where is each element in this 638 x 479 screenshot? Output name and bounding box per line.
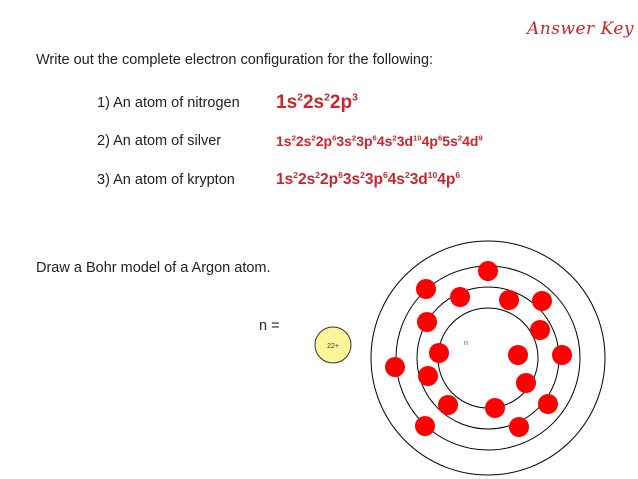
- nucleus-label: 22+: [327, 343, 339, 350]
- orbital-term: 3d: [396, 133, 414, 149]
- orbital-term: 3s: [342, 171, 361, 188]
- electron: [538, 394, 558, 414]
- orbital-superscript: 10: [427, 169, 438, 180]
- instruction-text: Write out the complete electron configuration for the following:: [36, 52, 434, 68]
- electron: [552, 345, 572, 365]
- electron: [485, 398, 505, 418]
- orbital-superscript: 6: [332, 133, 337, 143]
- electron: [530, 320, 550, 340]
- electron: [418, 366, 438, 386]
- electron: [499, 290, 519, 310]
- question-1-label: 1) An atom of nitrogen: [97, 95, 240, 111]
- orbital-term: 3p: [364, 171, 383, 188]
- orbital-superscript: 2: [351, 133, 357, 143]
- orbital-superscript: 3: [352, 92, 358, 104]
- question-2-label: 2) An atom of silver: [97, 133, 222, 149]
- electron: [417, 312, 437, 332]
- orbital-superscript: 6: [338, 169, 343, 180]
- electron: [509, 417, 529, 437]
- orbital-term: 1s: [276, 133, 292, 149]
- orbital-superscript: 2: [457, 133, 463, 143]
- orbital-superscript: 6: [455, 169, 461, 180]
- orbital-superscript: 2: [297, 92, 303, 104]
- orbital-superscript: 6: [382, 169, 388, 180]
- orbital-term: 4s: [376, 133, 393, 149]
- orbital-term: 4d: [462, 133, 479, 149]
- answer-key-label: Answer Key: [527, 19, 634, 39]
- electron: [438, 395, 458, 415]
- orbital-term: 4p: [421, 133, 438, 149]
- orbital-superscript: 6: [372, 133, 377, 143]
- orbital-term: 2p: [320, 171, 339, 188]
- orbital-term: 2p: [315, 133, 333, 149]
- orbital-term: 4s: [387, 171, 405, 188]
- orbital-superscript: 2: [315, 169, 320, 180]
- electron: [416, 279, 436, 299]
- electron: [385, 357, 405, 377]
- electron: [508, 345, 528, 365]
- inner-orbit-label: n: [464, 340, 468, 347]
- orbital-term: 3d: [409, 171, 428, 188]
- orbital-term: 2s: [295, 133, 312, 149]
- orbital-superscript: 2: [324, 92, 330, 104]
- orbital-superscript: 2: [392, 133, 397, 143]
- electron: [429, 343, 449, 363]
- orbital-superscript: 2: [293, 169, 298, 180]
- orbital-superscript: 6: [437, 133, 443, 143]
- electron: [516, 373, 536, 393]
- electron: [478, 261, 498, 281]
- electron: [450, 287, 470, 307]
- orbital-term: 2s: [298, 171, 316, 188]
- orbital-superscript: 10: [413, 133, 422, 143]
- electron: [415, 416, 435, 436]
- electron: [532, 291, 552, 311]
- orbital-term: 3s: [336, 133, 352, 149]
- orbital-superscript: 2: [360, 169, 365, 180]
- orbital-superscript: 9: [478, 133, 483, 143]
- orbital-term: 1s: [276, 171, 294, 188]
- orbital-term: 5s: [442, 133, 458, 149]
- n-equals-label: n =: [259, 318, 280, 334]
- orbital-term: 4p: [437, 171, 456, 188]
- orbital-superscript: 2: [311, 133, 316, 143]
- orbital-superscript: 2: [291, 133, 296, 143]
- orbital-term: 2p: [329, 92, 353, 113]
- orbital-term: 2s: [302, 92, 325, 113]
- orbital-superscript: 2: [404, 169, 410, 180]
- orbital-term: 1s: [276, 92, 298, 113]
- bohr-instruction-text: Draw a Bohr model of a Argon atom.: [36, 260, 271, 276]
- question-3-label: 3) An atom of krypton: [97, 172, 235, 188]
- orbital-term: 3p: [356, 133, 373, 149]
